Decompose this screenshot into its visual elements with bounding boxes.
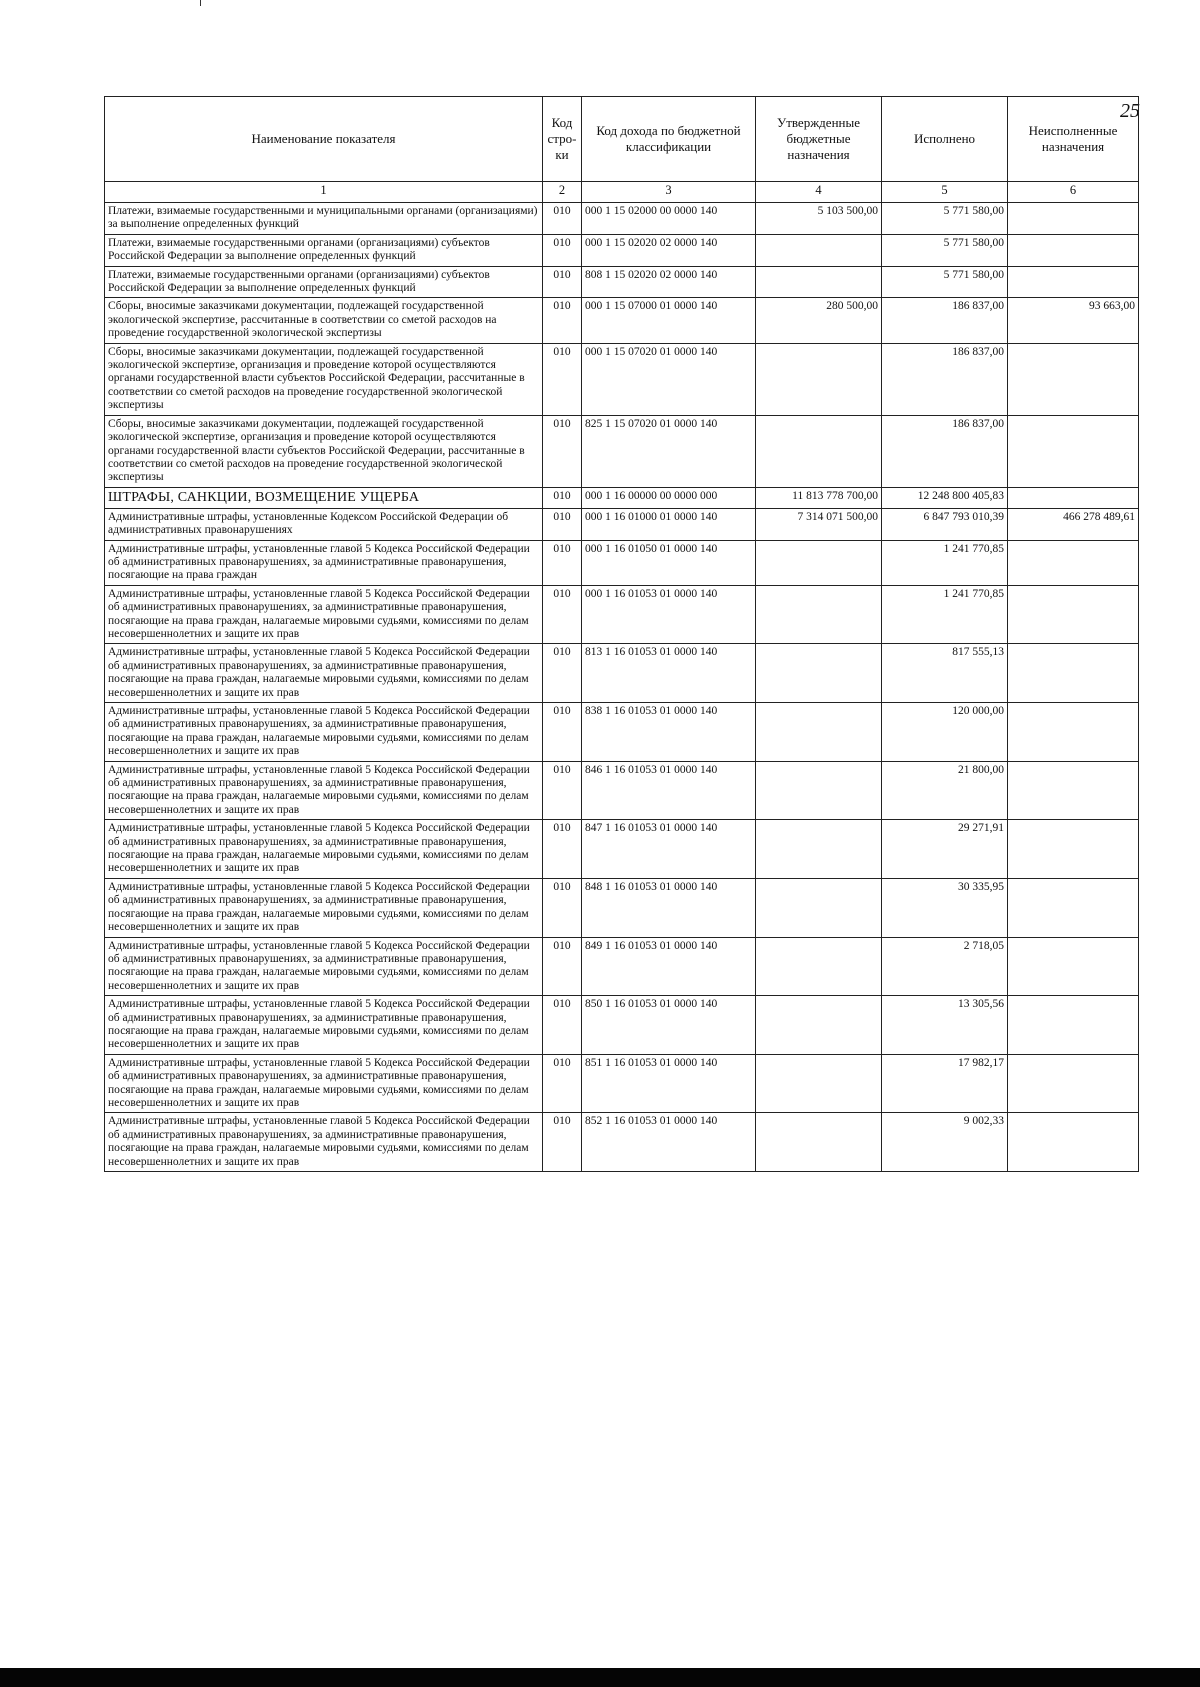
executed-amount: 5 771 580,00 — [882, 266, 1008, 298]
executed-amount: 186 837,00 — [882, 415, 1008, 487]
line-code: 010 — [543, 415, 582, 487]
line-code: 010 — [543, 585, 582, 644]
approved-amount — [756, 878, 882, 937]
line-code: 010 — [543, 487, 582, 508]
approved-amount — [756, 585, 882, 644]
table-row — [105, 234, 1139, 266]
column-number: 3 — [582, 182, 756, 203]
approved-amount — [756, 761, 882, 820]
indicator-name: Административные штрафы, установленные главой 5 Кодекса Российской Федерации об административных правонарушениях, за административные правонарушения, посягающие на права граждан, налагаемые мировыми судьями, комиссиями по делам несовершеннолетних и защите их прав — [105, 996, 543, 1055]
approved-amount — [756, 1054, 882, 1113]
approved-amount: 11 813 778 700,00 — [756, 487, 882, 508]
income-code: 846 1 16 01053 01 0000 140 — [582, 761, 756, 820]
unexecuted-amount — [1008, 878, 1139, 937]
approved-amount: 5 103 500,00 — [756, 203, 882, 235]
executed-amount: 17 982,17 — [882, 1054, 1008, 1113]
line-code: 010 — [543, 703, 582, 762]
page-number: 25 — [1120, 100, 1140, 122]
line-code: 010 — [543, 343, 582, 415]
line-code: 010 — [543, 540, 582, 585]
line-code: 010 — [543, 644, 582, 703]
indicator-name: Платежи, взимаемые государственными органами (организациями) субъектов Российской Федерации за выполнение определенных функций — [105, 234, 543, 266]
indicator-name: Административные штрафы, установленные главой 5 Кодекса Российской Федерации об административных правонарушениях, за административные правонарушения, посягающие на права граждан, налагаемые мировыми судьями, комиссиями по делам несовершеннолетних и защите их прав — [105, 820, 543, 879]
executed-amount: 817 555,13 — [882, 644, 1008, 703]
executed-amount: 1 241 770,85 — [882, 585, 1008, 644]
income-code: 000 1 15 02020 02 0000 140 — [582, 234, 756, 266]
executed-amount: 2 718,05 — [882, 937, 1008, 996]
line-code: 010 — [543, 203, 582, 235]
approved-amount — [756, 415, 882, 487]
line-code: 010 — [543, 266, 582, 298]
table-row — [105, 203, 1139, 235]
income-code: 851 1 16 01053 01 0000 140 — [582, 1054, 756, 1113]
table-row — [105, 540, 1139, 585]
table-row — [105, 487, 1139, 508]
unexecuted-amount — [1008, 585, 1139, 644]
income-code: 000 1 16 01050 01 0000 140 — [582, 540, 756, 585]
unexecuted-amount — [1008, 487, 1139, 508]
line-code: 010 — [543, 1054, 582, 1113]
approved-amount — [756, 644, 882, 703]
approved-amount — [756, 820, 882, 879]
unexecuted-amount: 466 278 489,61 — [1008, 508, 1139, 540]
approved-amount — [756, 234, 882, 266]
executed-amount: 186 837,00 — [882, 343, 1008, 415]
income-code: 000 1 15 02000 00 0000 140 — [582, 203, 756, 235]
header-unexecuted: Неисполненные назначения — [1008, 97, 1139, 182]
indicator-name: Платежи, взимаемые государственными и муниципальными органами (организациями) за выполнение определенных функций — [105, 203, 543, 235]
table-row — [105, 761, 1139, 820]
line-code: 010 — [543, 1113, 582, 1172]
executed-amount: 13 305,56 — [882, 996, 1008, 1055]
approved-amount — [756, 1113, 882, 1172]
indicator-name: Сборы, вносимые заказчиками документации, подлежащей государственной экологической экспертизе, рассчитанные в соответствии со сметой расходов на проведение государственной экологической экспертизы — [105, 298, 543, 343]
column-number: 4 — [756, 182, 882, 203]
approved-amount — [756, 703, 882, 762]
indicator-name: Административные штрафы, установленные главой 5 Кодекса Российской Федерации об административных правонарушениях, за административные правонарушения, посягающие на права граждан, налагаемые мировыми судьями, комиссиями по делам несовершеннолетних и защите их прав — [105, 703, 543, 762]
table-row — [105, 585, 1139, 644]
table-row — [105, 644, 1139, 703]
approved-amount: 7 314 071 500,00 — [756, 508, 882, 540]
line-code: 010 — [543, 937, 582, 996]
table-row — [105, 1113, 1139, 1172]
approved-amount — [756, 937, 882, 996]
unexecuted-amount — [1008, 540, 1139, 585]
table-row — [105, 996, 1139, 1055]
unexecuted-amount — [1008, 1113, 1139, 1172]
column-number: 6 — [1008, 182, 1139, 203]
table-row — [105, 343, 1139, 415]
income-code: 000 1 16 00000 00 0000 000 — [582, 487, 756, 508]
table-row — [105, 937, 1139, 996]
header-indicator-name: Наименование показателя — [105, 97, 543, 182]
header-income-code: Код дохода по бюджетной классификации — [582, 97, 756, 182]
indicator-name: Сборы, вносимые заказчиками документации, подлежащей государственной экологической экспертизе, организация и проведение которой осуществляются органами государственной власти субъектов Российской Федерации, рассчитанные в соответствии со сметой расходов на проведение государственной экологической экспертизы — [105, 343, 543, 415]
executed-amount: 5 771 580,00 — [882, 203, 1008, 235]
approved-amount — [756, 343, 882, 415]
scan-artifact — [200, 0, 201, 6]
income-code: 849 1 16 01053 01 0000 140 — [582, 937, 756, 996]
table-row — [105, 266, 1139, 298]
line-code: 010 — [543, 820, 582, 879]
table-row — [105, 1054, 1139, 1113]
indicator-name: Административные штрафы, установленные главой 5 Кодекса Российской Федерации об административных правонарушениях, за административные правонарушения, посягающие на права граждан, налагаемые мировыми судьями, комиссиями по делам несовершеннолетних и защите их прав — [105, 937, 543, 996]
executed-amount: 1 241 770,85 — [882, 540, 1008, 585]
unexecuted-amount — [1008, 234, 1139, 266]
line-code: 010 — [543, 996, 582, 1055]
executed-amount: 6 847 793 010,39 — [882, 508, 1008, 540]
unexecuted-amount — [1008, 203, 1139, 235]
table-row — [105, 820, 1139, 879]
table-body — [105, 203, 1139, 1172]
header-line-code: Код стро- ки — [543, 97, 582, 182]
indicator-name: Административные штрафы, установленные главой 5 Кодекса Российской Федерации об административных правонарушениях, за административные правонарушения, посягающие на права граждан, налагаемые мировыми судьями, комиссиями по делам несовершеннолетних и защите их прав — [105, 585, 543, 644]
indicator-name: Административные штрафы, установленные Кодексом Российской Федерации об административных правонарушениях — [105, 508, 543, 540]
table-row — [105, 703, 1139, 762]
income-code: 808 1 15 02020 02 0000 140 — [582, 266, 756, 298]
unexecuted-amount — [1008, 996, 1139, 1055]
unexecuted-amount — [1008, 703, 1139, 762]
indicator-name: Административные штрафы, установленные главой 5 Кодекса Российской Федерации об административных правонарушениях, за административные правонарушения, посягающие на права граждан, налагаемые мировыми судьями, комиссиями по делам несовершеннолетних и защите их прав — [105, 1054, 543, 1113]
unexecuted-amount — [1008, 761, 1139, 820]
income-code: 850 1 16 01053 01 0000 140 — [582, 996, 756, 1055]
table-row — [105, 298, 1139, 343]
income-code: 838 1 16 01053 01 0000 140 — [582, 703, 756, 762]
header-executed: Исполнено — [882, 97, 1008, 182]
executed-amount: 5 771 580,00 — [882, 234, 1008, 266]
indicator-name: Платежи, взимаемые государственными органами (организациями) субъектов Российской Федерации за выполнение определенных функций — [105, 266, 543, 298]
income-code: 848 1 16 01053 01 0000 140 — [582, 878, 756, 937]
income-code: 000 1 16 01053 01 0000 140 — [582, 585, 756, 644]
table-row — [105, 878, 1139, 937]
income-code: 813 1 16 01053 01 0000 140 — [582, 644, 756, 703]
header-approved: Утвержденные бюджетные назначения — [756, 97, 882, 182]
executed-amount: 120 000,00 — [882, 703, 1008, 762]
executed-amount: 12 248 800 405,83 — [882, 487, 1008, 508]
unexecuted-amount — [1008, 343, 1139, 415]
indicator-name: ШТРАФЫ, САНКЦИИ, ВОЗМЕЩЕНИЕ УЩЕРБА — [105, 487, 543, 508]
column-number: 1 — [105, 182, 543, 203]
header-row — [105, 97, 1139, 182]
approved-amount — [756, 996, 882, 1055]
unexecuted-amount — [1008, 820, 1139, 879]
table-row — [105, 508, 1139, 540]
income-code: 000 1 15 07000 01 0000 140 — [582, 298, 756, 343]
executed-amount: 186 837,00 — [882, 298, 1008, 343]
indicator-name: Административные штрафы, установленные главой 5 Кодекса Российской Федерации об административных правонарушениях, за административные правонарушения, посягающие на права граждан, налагаемые мировыми судьями, комиссиями по делам несовершеннолетних и защите их прав — [105, 644, 543, 703]
approved-amount — [756, 540, 882, 585]
line-code: 010 — [543, 761, 582, 820]
column-number: 2 — [543, 182, 582, 203]
line-code: 010 — [543, 298, 582, 343]
executed-amount: 30 335,95 — [882, 878, 1008, 937]
unexecuted-amount — [1008, 415, 1139, 487]
executed-amount: 21 800,00 — [882, 761, 1008, 820]
unexecuted-amount: 93 663,00 — [1008, 298, 1139, 343]
budget-execution-table — [104, 96, 1139, 1172]
unexecuted-amount — [1008, 266, 1139, 298]
line-code: 010 — [543, 234, 582, 266]
column-number-row — [105, 182, 1139, 203]
approved-amount: 280 500,00 — [756, 298, 882, 343]
income-code: 847 1 16 01053 01 0000 140 — [582, 820, 756, 879]
approved-amount — [756, 266, 882, 298]
income-code: 852 1 16 01053 01 0000 140 — [582, 1113, 756, 1172]
indicator-name: Сборы, вносимые заказчиками документации, подлежащей государственной экологической экспертизе, организация и проведение которой осуществляются органами государственной власти субъектов Российской Федерации, рассчитанные в соответствии со сметой расходов на проведение государственной экологической экспертизы — [105, 415, 543, 487]
scan-bottom-band — [0, 1668, 1200, 1687]
unexecuted-amount — [1008, 937, 1139, 996]
executed-amount: 9 002,33 — [882, 1113, 1008, 1172]
income-code: 825 1 15 07020 01 0000 140 — [582, 415, 756, 487]
line-code: 010 — [543, 508, 582, 540]
indicator-name: Административные штрафы, установленные главой 5 Кодекса Российской Федерации об административных правонарушениях, за административные правонарушения, посягающие на права граждан — [105, 540, 543, 585]
table-row — [105, 415, 1139, 487]
income-code: 000 1 15 07020 01 0000 140 — [582, 343, 756, 415]
line-code: 010 — [543, 878, 582, 937]
indicator-name: Административные штрафы, установленные главой 5 Кодекса Российской Федерации об административных правонарушениях, за административные правонарушения, посягающие на права граждан, налагаемые мировыми судьями, комиссиями по делам несовершеннолетних и защите их прав — [105, 1113, 543, 1172]
column-number: 5 — [882, 182, 1008, 203]
indicator-name: Административные штрафы, установленные главой 5 Кодекса Российской Федерации об административных правонарушениях, за административные правонарушения, посягающие на права граждан, налагаемые мировыми судьями, комиссиями по делам несовершеннолетних и защите их прав — [105, 878, 543, 937]
indicator-name: Административные штрафы, установленные главой 5 Кодекса Российской Федерации об административных правонарушениях, за административные правонарушения, посягающие на права граждан, налагаемые мировыми судьями, комиссиями по делам несовершеннолетних и защите их прав — [105, 761, 543, 820]
unexecuted-amount — [1008, 644, 1139, 703]
income-code: 000 1 16 01000 01 0000 140 — [582, 508, 756, 540]
unexecuted-amount — [1008, 1054, 1139, 1113]
executed-amount: 29 271,91 — [882, 820, 1008, 879]
